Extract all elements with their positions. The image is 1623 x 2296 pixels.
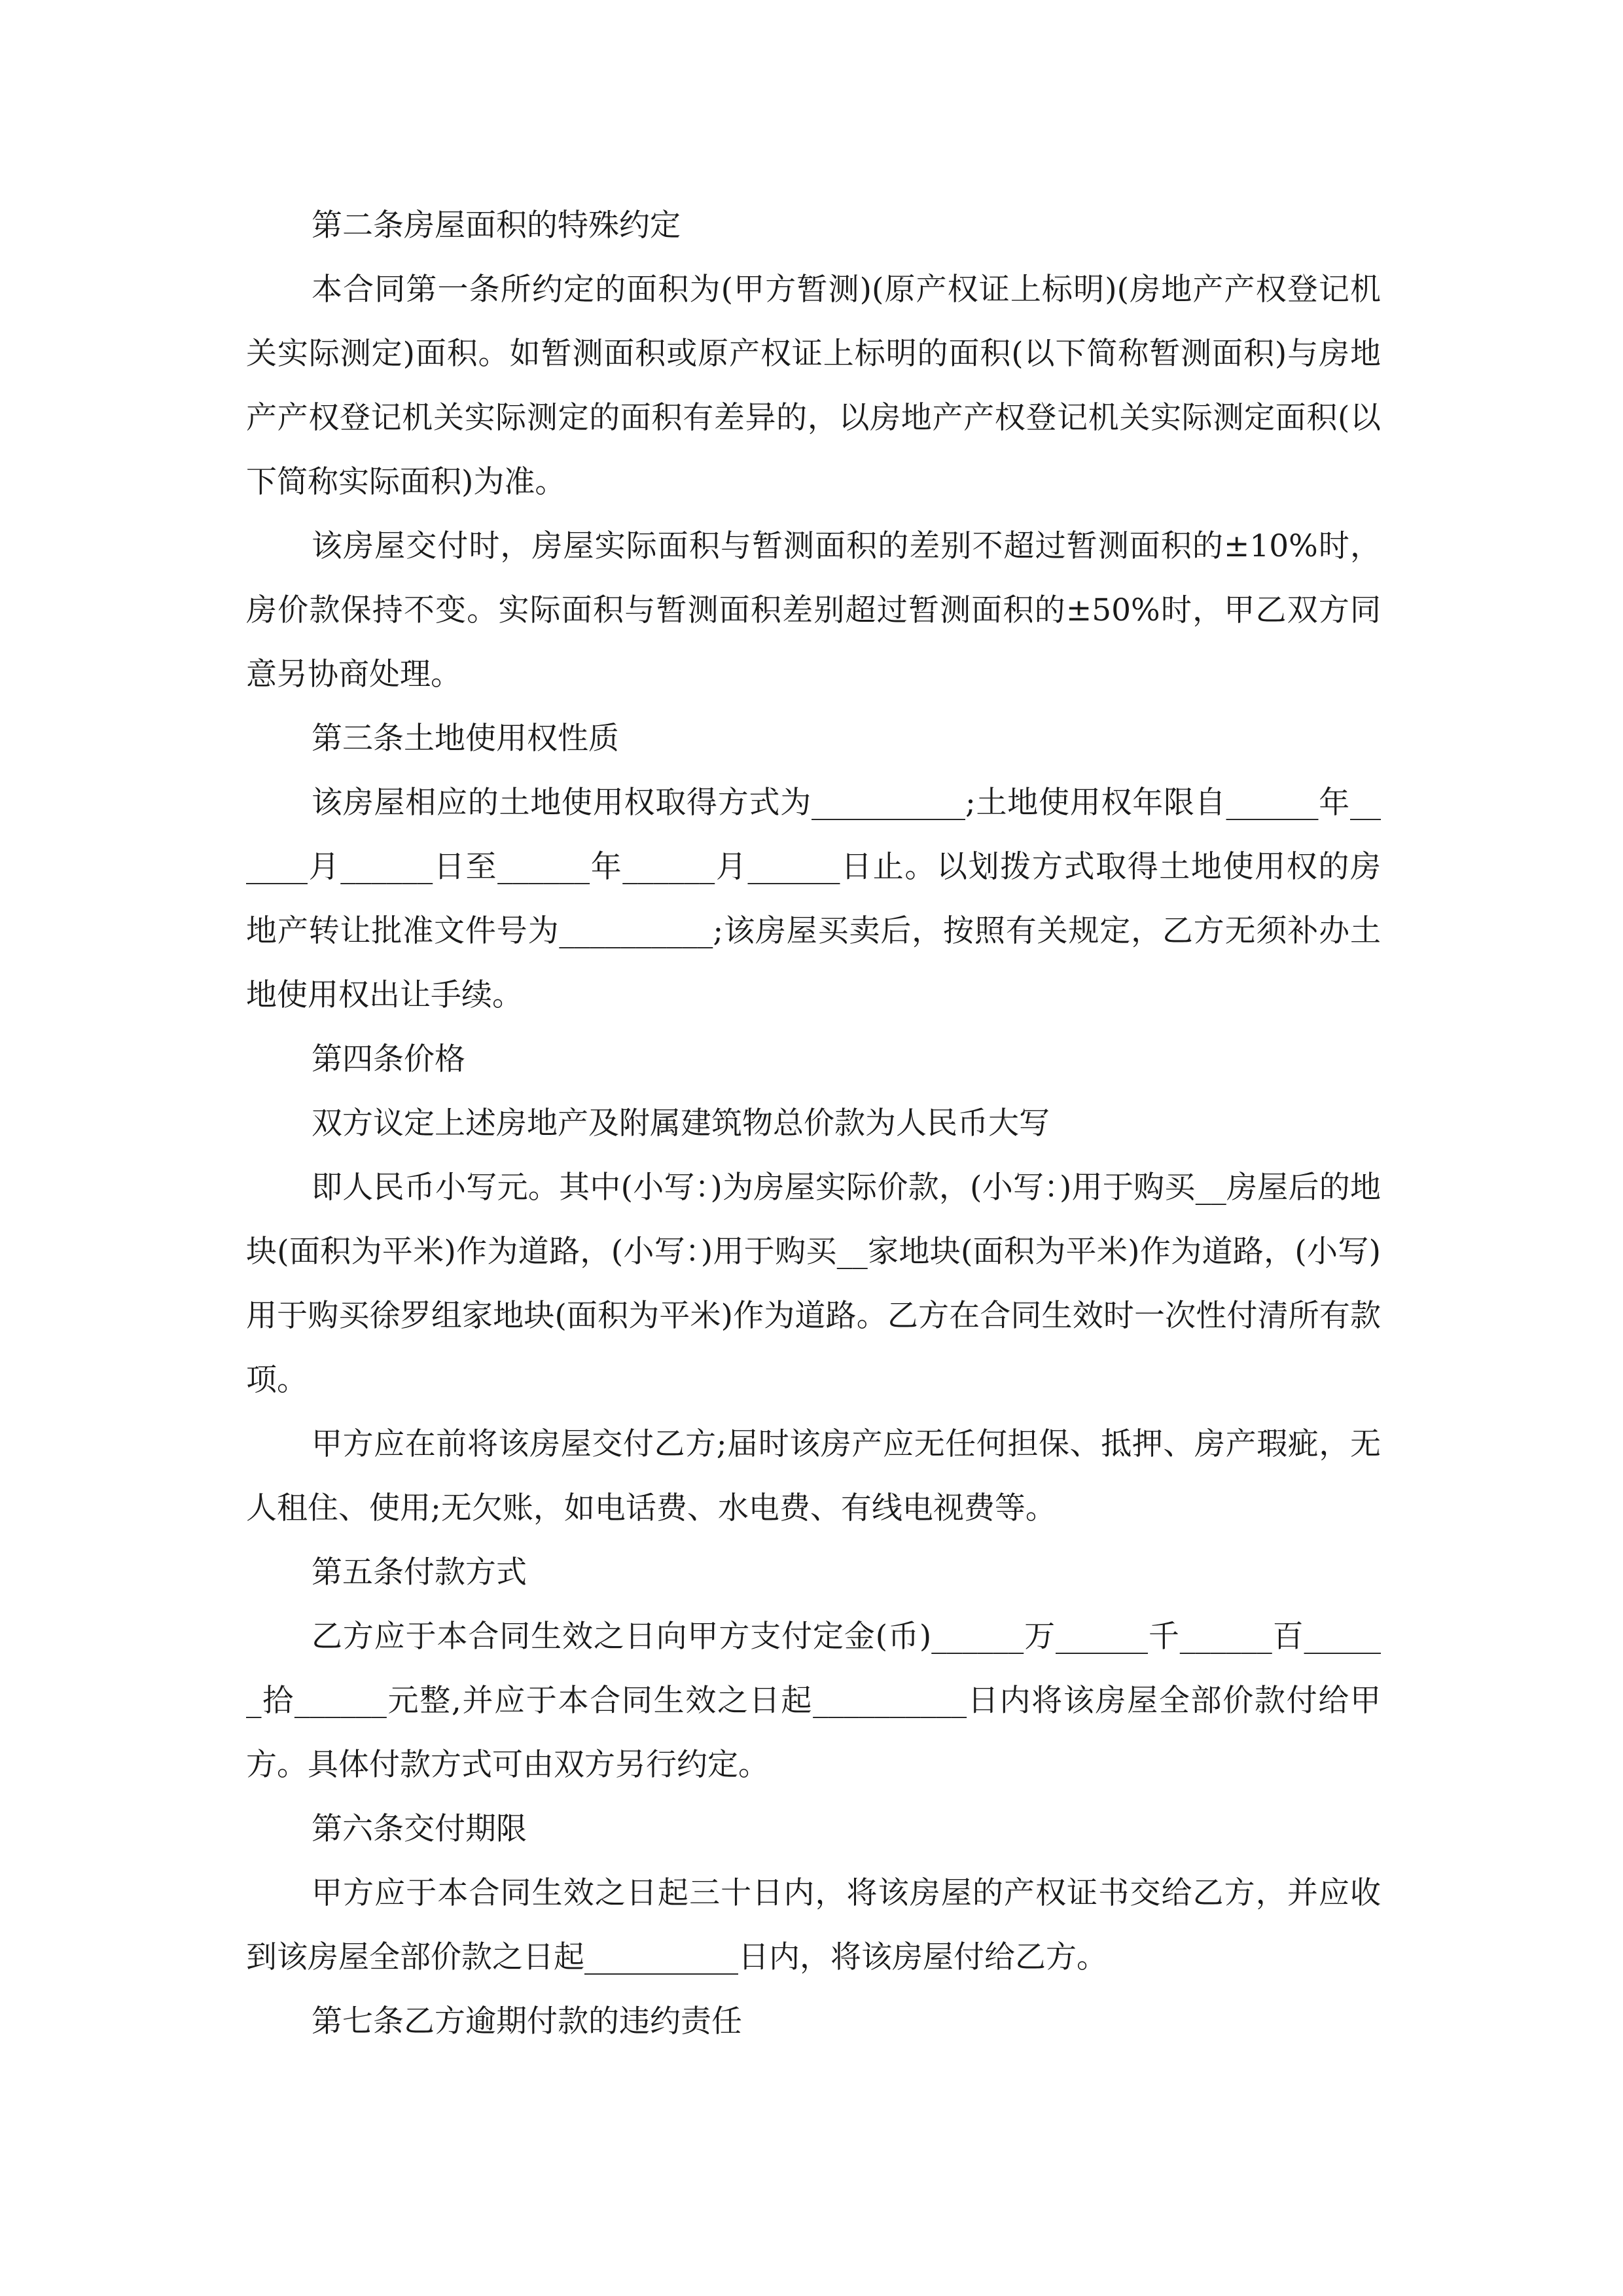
section-heading-article-5: 第五条付款方式	[312, 1554, 527, 1590]
section-heading-article-2: 第二条房屋面积的特殊约定	[312, 207, 681, 243]
paragraph-area-difference: 该房屋交付时，房屋实际面积与暂测面积的差别不超过暂测面积的±10%时，房价款保持不变。实际面积与暂测面积差别超过暂测面积的±50%时，甲乙双方同意另协商处理。	[246, 528, 1381, 692]
section-heading-article-3: 第三条土地使用权性质	[312, 721, 619, 757]
section-heading-article-7: 第七条乙方逾期付款的违约责任	[312, 2003, 742, 2039]
paragraph-total-price: 双方议定上述房地产及附属建筑物总价款为人民币大写	[312, 1105, 1050, 1141]
paragraph-payment-method: 乙方应于本合同生效之日向甲方支付定金(币)______万______千______百______拾______元整,并应于本合同生效之日起__________日内将该房屋全部价款付给甲方。具体付款方式可由双方另行约定。	[246, 1619, 1381, 1783]
paragraph-price-breakdown: 即人民币小写元。其中(小写：)为房屋实际价款，(小写：)用于购买__房屋后的地块(面积为平米)作为道路，(小写：)用于购买__家地块(面积为平米)作为道路，(小写)用于购买徐罗组家地块(面积为平米)作为道路。乙方在合同生效时一次性付清所有款项。	[246, 1170, 1381, 1398]
section-heading-article-4: 第四条价格	[312, 1041, 465, 1077]
paragraph-area-definition: 本合同第一条所约定的面积为(甲方暂测)(原产权证上标明)(房地产产权登记机关实际测定)面积。如暂测面积或原产权证上标明的面积(以下简称暂测面积)与房地产产权登记机关实际测定的面积有差异的，以房地产产权登记机关实际测定面积(以下简称实际面积)为准。	[246, 272, 1381, 500]
paragraph-land-use-right: 该房屋相应的土地使用权取得方式为__________;土地使用权年限自______年______月______日至______年______月______日止。以划拨方式取得土地使用权的房地产转让批准文件号为__________;该房屋买卖后，按照有关规定，乙方无须补办土地使用权出让手续。	[246, 785, 1381, 1013]
paragraph-delivery-deadline: 甲方应于本合同生效之日起三十日内，将该房屋的产权证书交给乙方，并应收到该房屋全部价款之日起__________日内，将该房屋付给乙方。	[246, 1875, 1381, 1975]
paragraph-delivery-condition: 甲方应在前将该房屋交付乙方;届时该房产应无任何担保、抵押、房产瑕疵，无人租住、使用;无欠账，如电话费、水电费、有线电视费等。	[246, 1426, 1381, 1526]
document-page	[246, 194, 1381, 2054]
section-heading-article-6: 第六条交付期限	[312, 1811, 527, 1847]
